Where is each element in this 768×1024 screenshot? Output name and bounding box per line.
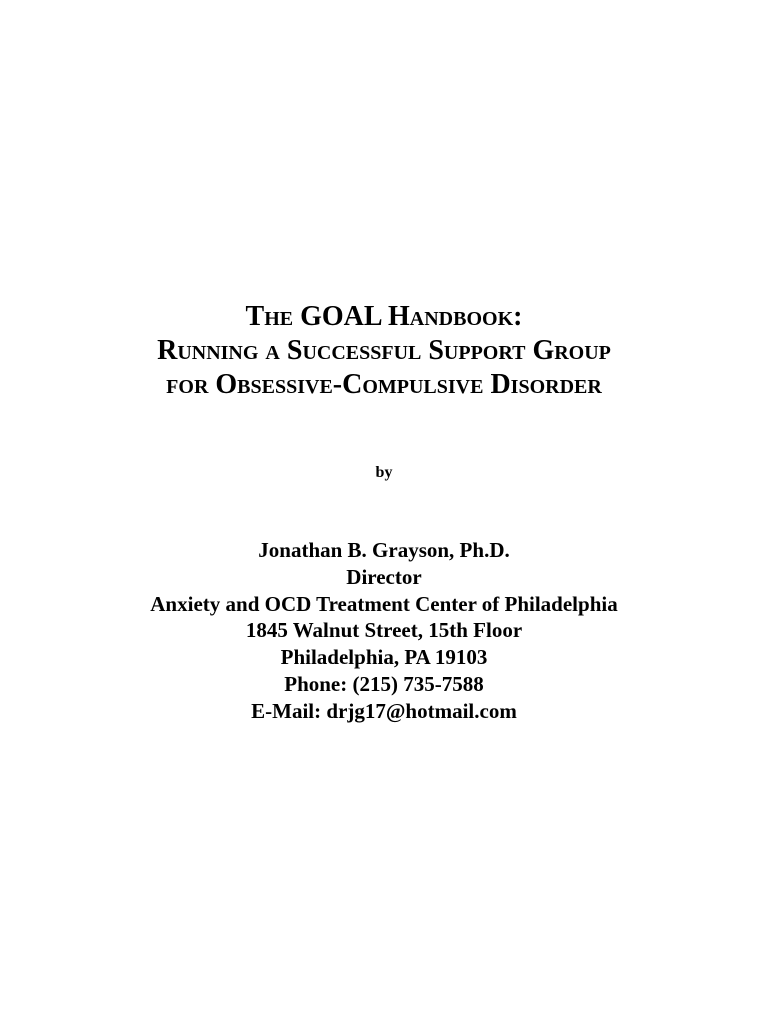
city-state-zip: Philadelphia, PA 19103 <box>280 645 488 670</box>
title-block <box>0 300 768 402</box>
phone-number: Phone: (215) 735-7588 <box>284 671 484 696</box>
email-address: E-Mail: drjg17@hotmail.com <box>251 698 517 723</box>
title-line-3: for Obsessive-Compulsive Disorder <box>166 369 602 400</box>
author-block <box>0 537 768 725</box>
street-address: 1845 Walnut Street, 15th Floor <box>245 618 523 643</box>
byline: by <box>375 464 393 481</box>
author-name: Jonathan B. Grayson, Ph.D. <box>258 538 510 562</box>
title-line-1: The GOAL Handbook: <box>245 301 523 332</box>
organization-name: Anxiety and OCD Treatment Center of Philadelphia <box>150 591 618 616</box>
title-line-2: Running a Successful Support Group <box>157 335 611 366</box>
author-position: Director <box>346 564 422 589</box>
